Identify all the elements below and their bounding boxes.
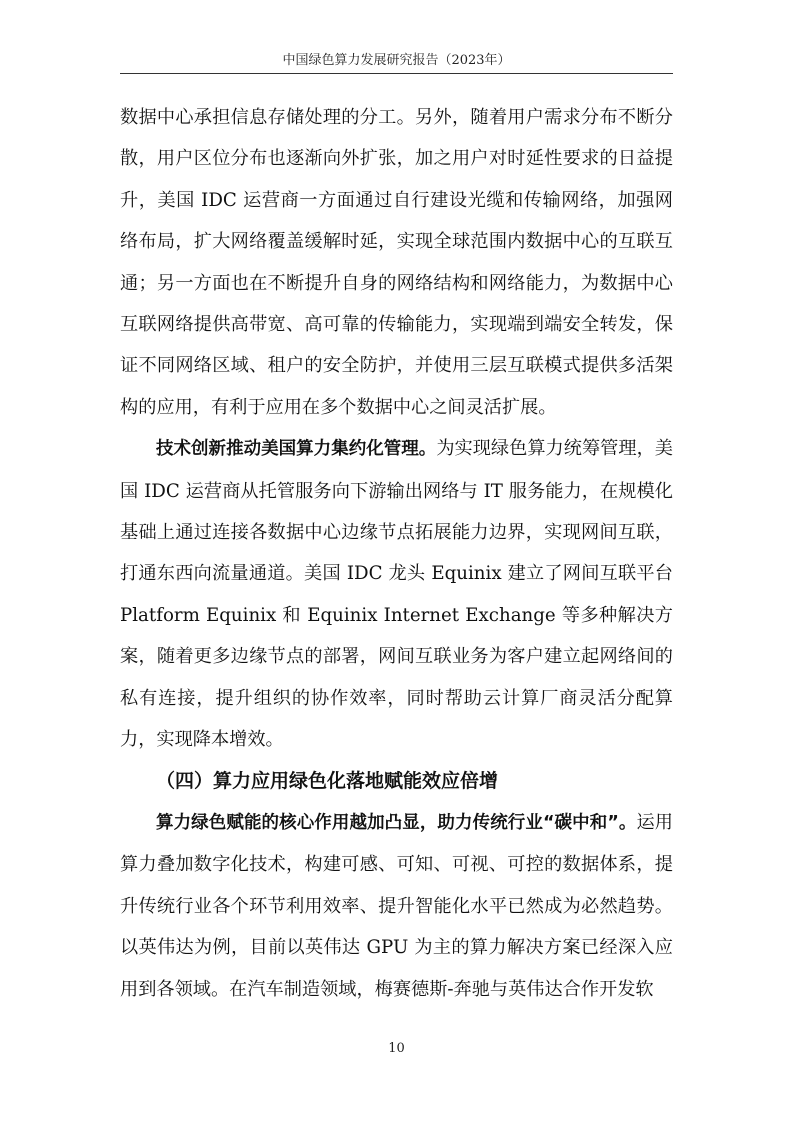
paragraph-body-text: 运用算力叠加数字化技术，构建可感、可知、可视、可控的数据体系，提升传统行业各个环节利用效率、提升智能化水平已然成为必然趋势。以英伟达为例，目前以英伟达 GPU 为主的算力解决方案已经深入应用到各领域。在汽车制造领域，梅赛德斯-奔驰与英伟达合作开发软: [120, 811, 673, 1000]
paragraph-network-interconnection: 数据中心承担信息存储处理的分工。另外，随着用户需求分布不断分散，用户区位分布也逐渐向外扩张，加之用户对时延性要求的日益提升，美国 IDC 运营商一方面通过自行建设光缆和传输网络，加强网络布局，扩大网络覆盖缓解时延，实现全球范围内数据中心的互联互通；另一方面也在不断提升自身的网络结构和网络能力，为数据中心互联网络提供高带宽、高可靠的传输能力，实现端到端安全转发，保证不同网络区域、租户的安全防护，并使用三层互联模式提供多活架构的应用，有利于应用在多个数据中心之间灵活扩展。: [120, 107, 673, 418]
paragraph-lead-text: 算力绿色赋能的核心作用越加凸显，助力传统行业“碳中和”。: [156, 812, 637, 833]
paragraph-body-text: 为实现绿色算力统筹管理，美国 IDC 运营商从托管服务向下游输出网络与 IT 服务能力，在规模化基础上通过连接各数据中心边缘节点拓展能力边界，实现网间互联，打通东西向流量通道。美国 IDC 龙头 Equinix 建立了网间互联平台 Platform Equinix 和 Equinix Internet Exchange 等多种解决方案，随着更多边缘节点的部署，网间互联业务为客户建立起网络间的私有连接，提升组织的协作效率，同时帮助云计算厂商灵活分配算力，实现降本增效。: [120, 438, 673, 751]
running-header: 中国绿色算力发展研究报告（2023年）: [282, 53, 511, 68]
page-number: 10: [388, 1041, 405, 1056]
section-heading: （四）算力应用绿色化落地赋能效应倍增: [156, 769, 499, 792]
document-body: [120, 97, 673, 1010]
paragraph-lead-text: 技术创新推动美国算力集约化管理。: [156, 439, 437, 460]
paragraph-green-empowerment: [120, 802, 673, 1010]
header-divider: [120, 73, 673, 74]
paragraph-intensive-management: [120, 428, 673, 760]
